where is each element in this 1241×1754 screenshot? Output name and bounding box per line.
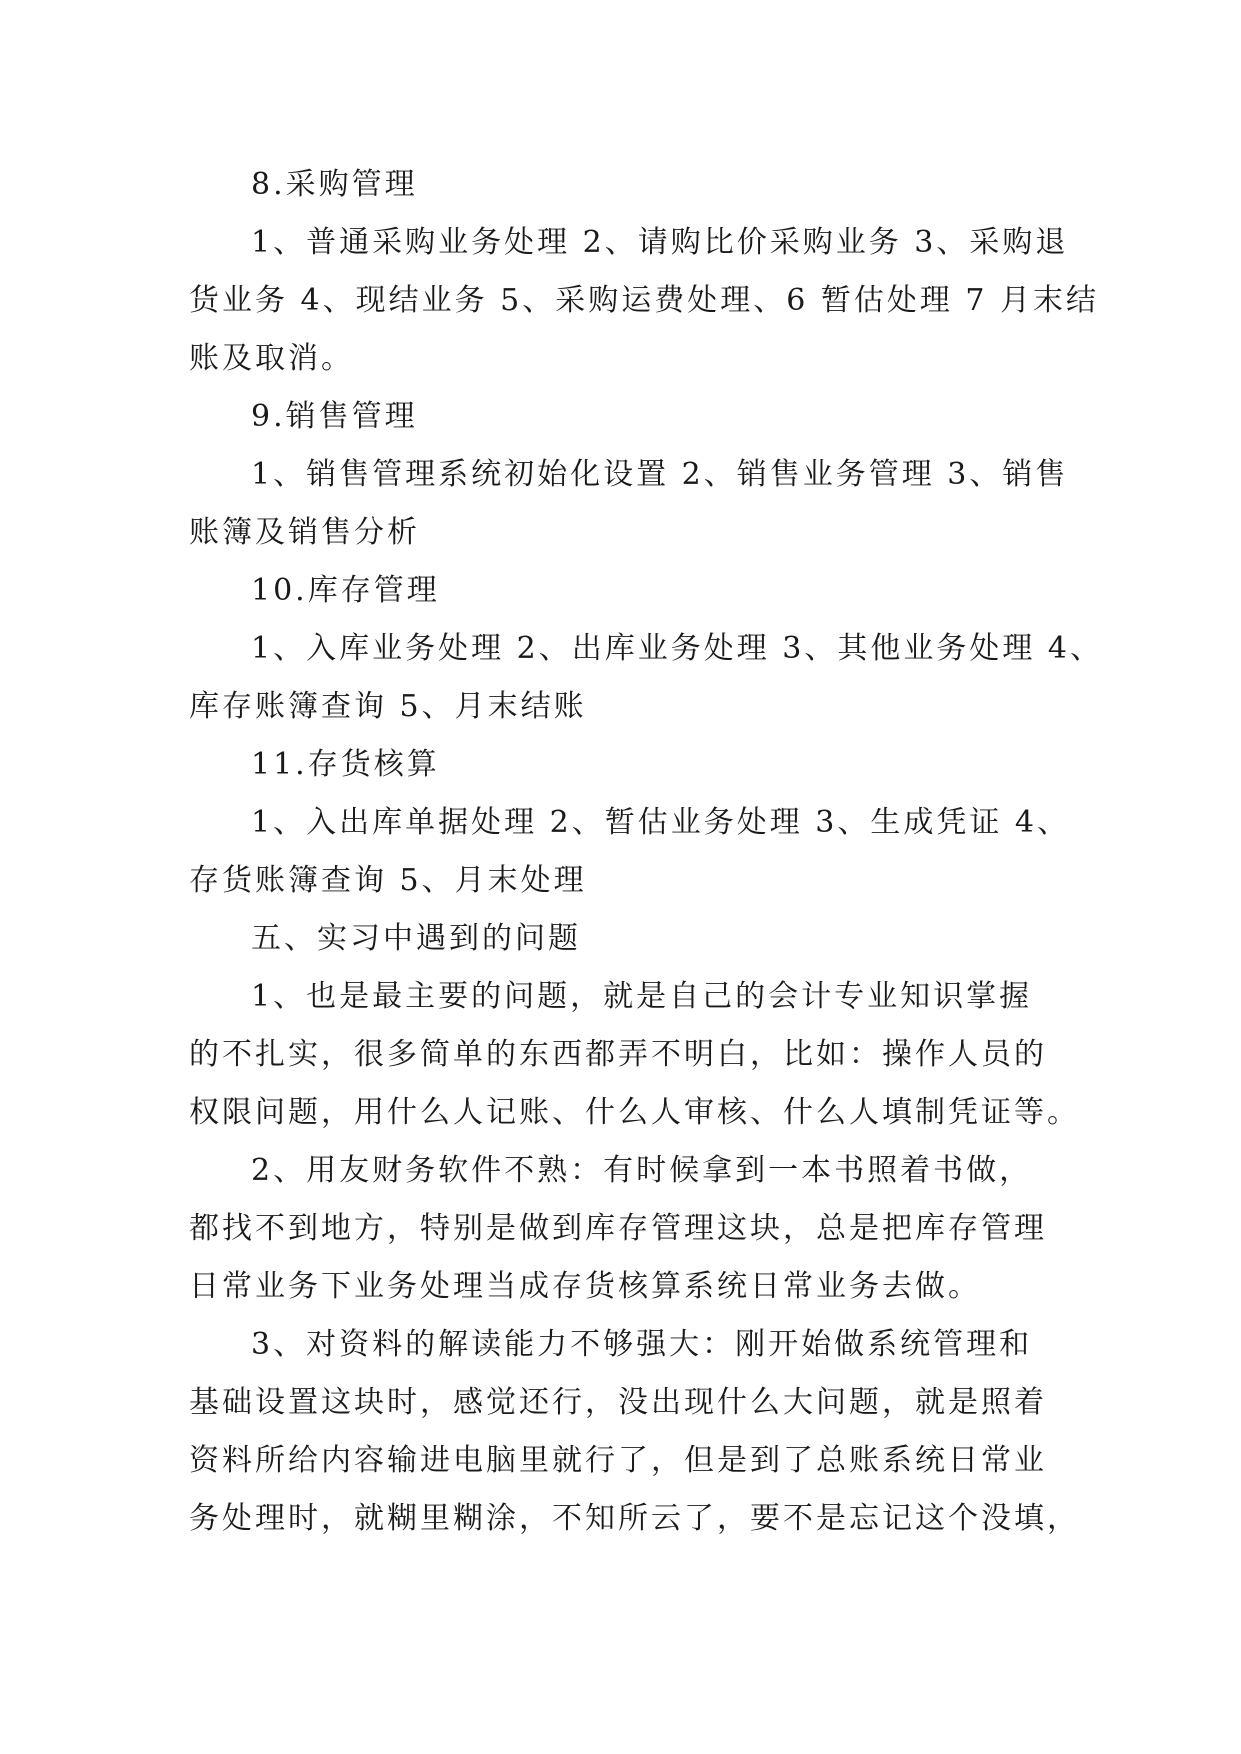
paragraph-line: 账簿及销售分析	[189, 515, 420, 550]
paragraph-line: 1、入库业务处理 2、出库业务处理 3、其他业务处理 4、	[251, 631, 1103, 666]
paragraph-line: 日常业务下业务处理当成存货核算系统日常业务去做。	[189, 1269, 981, 1304]
paragraph-line: 都找不到地方，特别是做到库存管理这块，总是把库存管理	[189, 1211, 1047, 1246]
paragraph-line: 1、入出库单据处理 2、暂估业务处理 3、生成凭证 4、	[251, 805, 1070, 840]
paragraph-line: 1、也是最主要的问题，就是自己的会计专业知识掌握	[251, 979, 1033, 1014]
paragraph-line: 货业务 4、现结业务 5、采购运费处理、6 暂估处理 7 月末结	[189, 283, 1100, 318]
paragraph-line: 权限问题，用什么人记账、什么人审核、什么人填制凭证等。	[189, 1095, 1080, 1130]
paragraph-line: 3、对资料的解读能力不够强大：刚开始做系统管理和	[251, 1327, 1033, 1362]
paragraph-line: 基础设置这块时，感觉还行，没出现什么大问题，就是照着	[189, 1385, 1047, 1420]
document-body	[189, 156, 1103, 1548]
paragraph-line: 资料所给内容输进电脑里就行了，但是到了总账系统日常业	[189, 1443, 1047, 1478]
paragraph-line: 1、销售管理系统初始化设置 2、销售业务管理 3、销售	[251, 457, 1069, 492]
section-heading-inventory: 10.库存管理	[251, 573, 440, 608]
paragraph-line: 2、用友财务软件不熟：有时候拿到一本书照着书做，	[251, 1153, 1033, 1188]
section-heading-purchase: 8.采购管理	[251, 167, 418, 202]
paragraph-line: 1、普通采购业务处理 2、请购比价采购业务 3、采购退	[251, 225, 1069, 260]
paragraph-line: 存货账簿查询 5、月末处理	[189, 863, 587, 898]
section-heading-stock-accounting: 11.存货核算	[251, 747, 440, 782]
section-heading-problems: 五、实习中遇到的问题	[251, 921, 581, 956]
paragraph-line: 务处理时，就糊里糊涂，不知所云了，要不是忘记这个没填，	[189, 1501, 1080, 1536]
section-heading-sales: 9.销售管理	[251, 399, 418, 434]
paragraph-line: 的不扎实，很多简单的东西都弄不明白，比如：操作人员的	[189, 1037, 1047, 1072]
paragraph-line: 账及取消。	[189, 341, 354, 376]
paragraph-line: 库存账簿查询 5、月末结账	[189, 689, 587, 724]
